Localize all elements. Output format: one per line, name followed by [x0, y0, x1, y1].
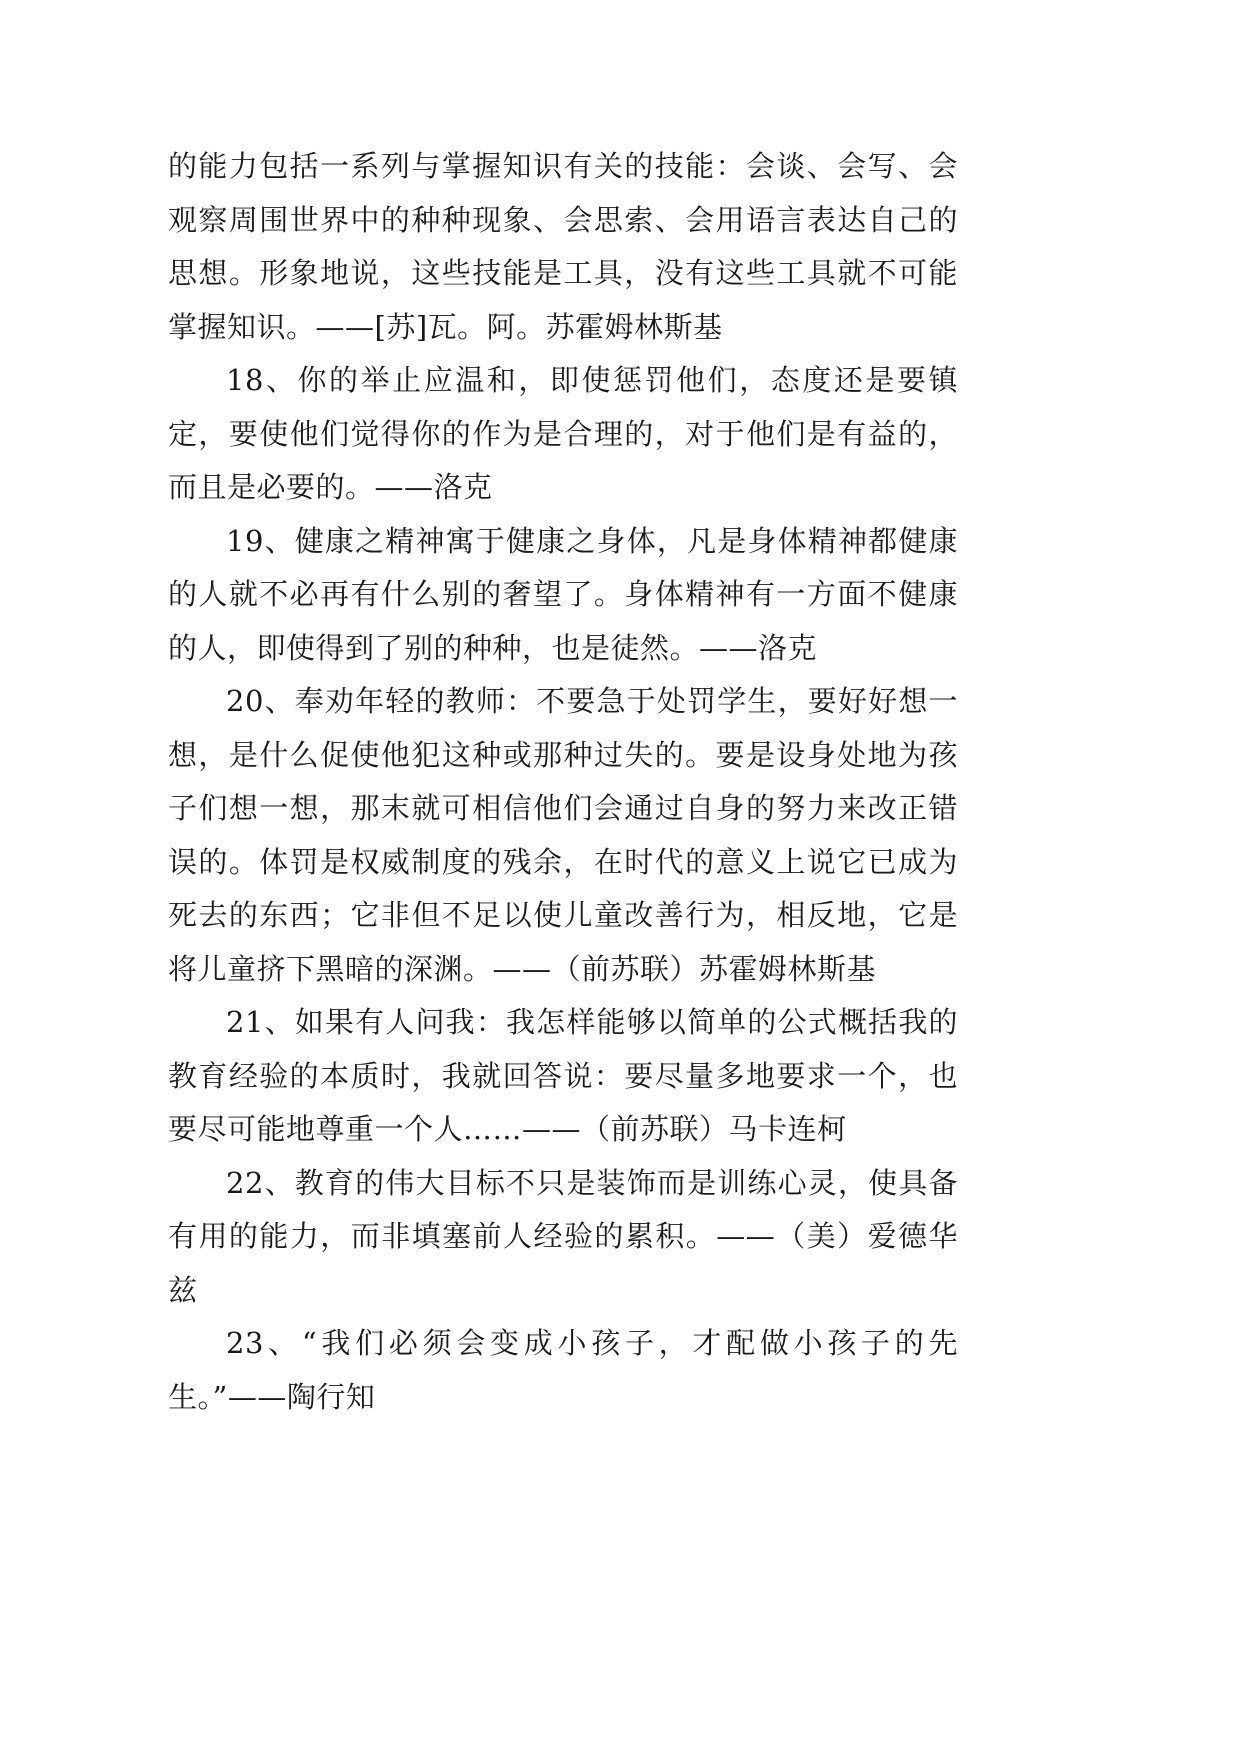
paragraph-continuation: 的能力包括一系列与掌握知识有关的技能：会谈、会写、会观察周围世界中的种种现象、会思索、会用语言表达自己的思想。形象地说，这些技能是工具，没有这些工具就不可能掌握知识。——[苏]瓦。阿。苏霍姆林斯基: [168, 149, 958, 344]
quote-23: 23、“我们必须会变成小孩子，才配做小孩子的先生。”——陶行知: [168, 1326, 958, 1414]
quote-20: 20、奉劝年轻的教师：不要急于处罚学生，要好好想一想，是什么促使他犯这种或那种过失的。要是设身处地为孩子们想一想，那末就可相信他们会通过自身的努力来改正错误的。体罚是权威制度的残余，在时代的意义上说它已成为死去的东西；它非但不足以使儿童改善行为，相反地，它是将儿童挤下黑暗的深渊。——（前苏联）苏霍姆林斯基: [168, 684, 958, 986]
document-body: [168, 140, 958, 1424]
quote-21: 21、如果有人问我：我怎样能够以简单的公式概括我的教育经验的本质时，我就回答说：要尽量多地要求一个，也要尽可能地尊重一个人……——（前苏联）马卡连柯: [168, 1005, 958, 1146]
quote-19: 19、健康之精神寓于健康之身体，凡是身体精神都健康的人就不必再有什么别的奢望了。身体精神有一方面不健康的人，即使得到了别的种种，也是徒然。——洛克: [168, 523, 958, 665]
quote-18: 18、你的举止应温和，即使惩罚他们，态度还是要镇定，要使他们觉得你的作为是合理的，对于他们是有益的，而且是必要的。——洛克: [168, 363, 958, 504]
quote-22: 22、教育的伟大目标不只是装饰而是训练心灵，使具备有用的能力，而非填塞前人经验的累积。——（美）爱德华兹: [168, 1165, 958, 1307]
